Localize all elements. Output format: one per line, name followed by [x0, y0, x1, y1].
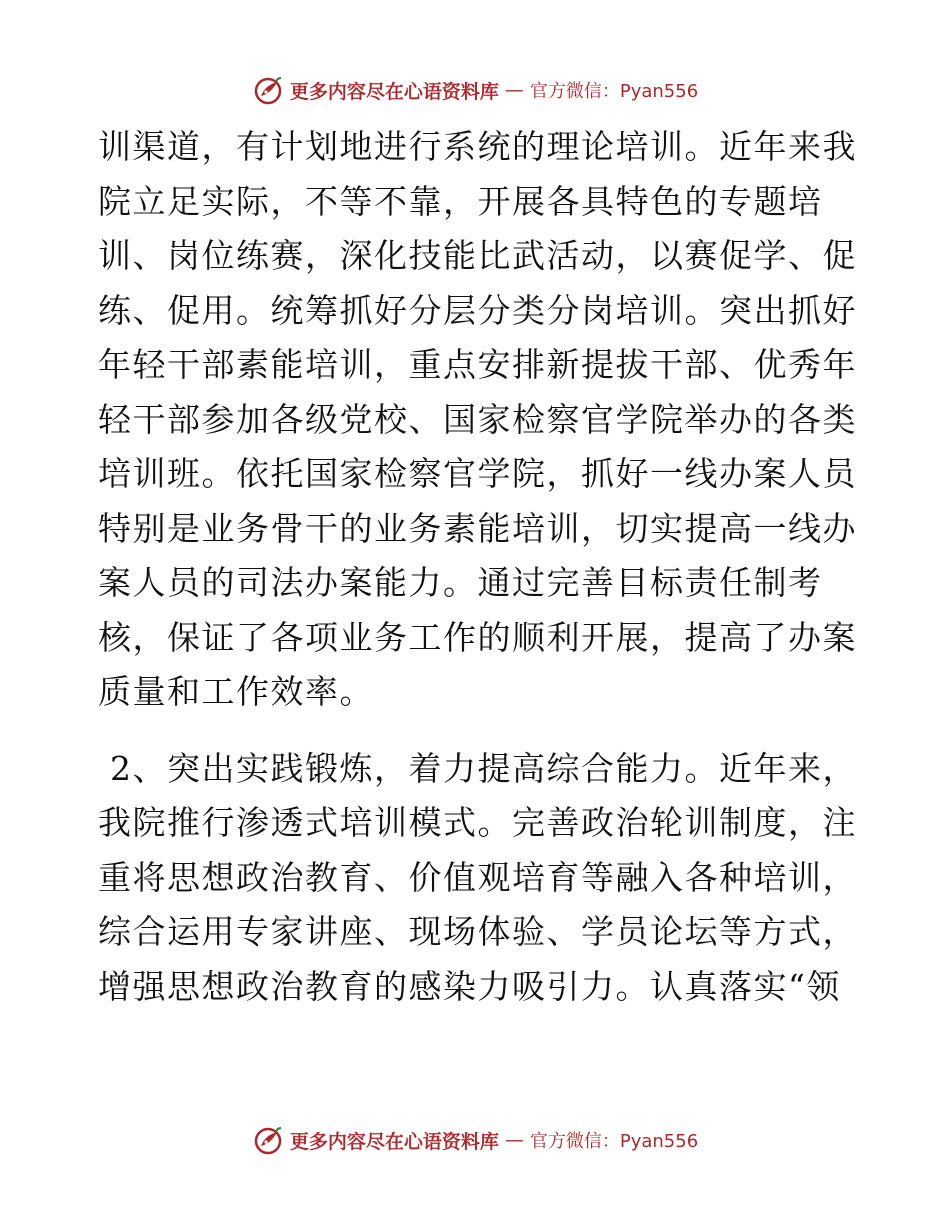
paragraph-2	[98, 742, 858, 1015]
text-line: 核，保证了各项业务工作的顺利开展，提高了办案	[98, 617, 857, 657]
text-line: 培训班。依托国家检察官学院，抓好一线办案人员	[98, 454, 857, 493]
document-body	[98, 120, 858, 1014]
text-line: 综合运用专家讲座、现场体验、学员论坛等方式，	[98, 912, 857, 951]
text-line: 院立足实际，不等不靠，开展各具特色的专题培	[98, 181, 823, 221]
text-line: 案人员的司法办案能力。通过完善目标责任制考	[98, 563, 823, 602]
text-line: 轻干部参加各级党校、国家检察官学院举办的各类	[98, 399, 857, 439]
text-line: 我院推行渗透式培训模式。完善政治轮训制度，注	[98, 803, 857, 842]
text-line: 练、促用。统筹抓好分层分类分岗培训。突出抓好	[98, 290, 857, 330]
chili-pepper-logo-icon	[252, 1124, 284, 1156]
banner-wechat: 官方微信：Pyan556	[529, 1131, 699, 1152]
chili-pepper-logo-icon	[252, 74, 284, 106]
banner-wechat: 官方微信：Pyan556	[529, 81, 699, 102]
text-line: 训、岗位练赛，深化技能比武活动，以赛促学、促	[98, 236, 857, 275]
text-line: 训渠道，有计划地进行系统的理论培训。近年来我	[98, 127, 857, 166]
text-line: 重将思想政治教育、价值观培育等融入各种培训，	[98, 857, 857, 897]
banner-dash: —	[504, 79, 524, 101]
paragraph-gap	[98, 720, 858, 742]
paragraph-1	[98, 120, 858, 720]
text-line: 2、突出实践锻炼，着力提高综合能力。近年来，	[98, 748, 857, 788]
header-banner	[0, 70, 950, 110]
footer-banner	[0, 1120, 950, 1160]
text-line: 特别是业务骨干的业务素能培训，切实提高一线办	[98, 508, 857, 548]
banner-text: 更多内容尽在心语资料库	[289, 1130, 499, 1153]
text-line: 年轻干部素能培训，重点安排新提拔干部、优秀年	[98, 345, 857, 384]
text-line: 增强思想政治教育的感染力吸引力。认真落实“领	[98, 966, 841, 1006]
banner-text: 更多内容尽在心语资料库	[289, 80, 499, 103]
banner-dash: —	[504, 1129, 524, 1151]
text-line: 质量和工作效率。	[98, 672, 374, 711]
